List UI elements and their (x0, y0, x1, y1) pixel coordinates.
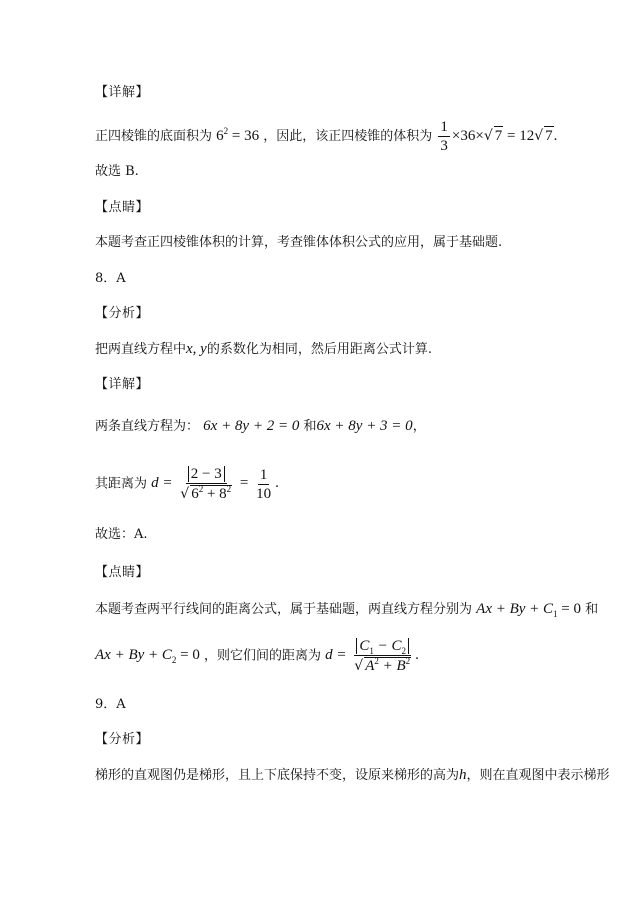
fraction-result: $\frac{1}{10}$ (256, 466, 272, 502)
answer-text: 故选：A. (95, 527, 148, 542)
section-heading-comment (95, 199, 149, 217)
text-segment: 两条直线方程为： (95, 419, 200, 434)
question-label: 8．A (95, 271, 126, 286)
math-equation-2: 6x + 8y + 3 = 0 (316, 418, 413, 434)
section-heading-detailed-2 (95, 376, 149, 394)
math-volume: $\frac{1}{3}$ ×36×√ 7 = 12√ 7. (440, 119, 558, 154)
math-line-1: $Ax + By + C_1 = 0$ (476, 601, 582, 619)
question-label: 9．A (95, 697, 126, 712)
text-segment: 和 (303, 419, 317, 434)
comment-formula-line (95, 638, 419, 674)
text-segment: 本题考查两平行线间的距离公式，属于基础题，两直线方程分别为 (95, 602, 473, 617)
text-segment: ，因此，该正四棱锥的体积为 (263, 128, 433, 144)
analysis-line (95, 340, 432, 359)
text-segment: 其距离为 (95, 476, 148, 492)
answer-text: 故选 B. (95, 164, 139, 179)
text-segment: 梯形的直观图仍是梯形，且上下底保持不变，设原来梯形的高为 (95, 768, 460, 783)
math-variables: x, y (186, 341, 207, 357)
math-equation-1: 6x + 8y + 2 = 0 (203, 418, 300, 434)
section-heading-analysis-2 (95, 731, 149, 749)
math-distance: d = $\frac{2 - 3}{√ 6^2 + 8^2}$ = $\frac{1}{10}$ . (151, 466, 279, 502)
fraction-distance: $\frac{2 - 3}{√ 6^2 + 8^2}$ (180, 466, 232, 502)
line-equations (95, 417, 426, 436)
section-heading-detailed (95, 84, 149, 102)
math-line-2: $Ax + By + C_2 = 0$ (95, 647, 200, 666)
section-heading-analysis (95, 305, 149, 323)
heading-text: 【点睛】 (95, 200, 150, 215)
heading-text: 【详解】 (95, 85, 150, 100)
question-number-8 (95, 270, 126, 288)
comment-text: 本题考查正四棱锥体积的计算，考查锥体体积公式的应用，属于基础题. (95, 235, 503, 250)
text-segment: 的系数化为相同，然后用距离公式计算. (206, 342, 432, 357)
distance-formula-line (95, 466, 279, 502)
text-segment: 把两直线方程中 (95, 342, 187, 357)
text-segment: ，则在直观图中表示梯形 (466, 768, 610, 783)
analysis-line-2 (95, 766, 610, 785)
heading-text: 【详解】 (95, 377, 150, 392)
heading-text: 【分析】 (95, 732, 150, 747)
math-general-distance: d = $\frac{C_1 - C_2}{√ A^2 + B^2}$ . (325, 638, 419, 674)
answer-line-a (95, 526, 148, 544)
section-heading-comment-2 (95, 564, 149, 582)
question-number-9 (95, 696, 126, 714)
heading-text: 【分析】 (95, 306, 150, 321)
text-segment: ，则它们间的距离为 (204, 648, 322, 664)
math-height: h (459, 767, 467, 783)
math-base-area: $6^2 = 36$ (216, 125, 260, 144)
fraction-general: $\frac{C_1 - C_2}{√ A^2 + B^2}$ (354, 638, 411, 674)
text-segment: ， (412, 419, 426, 434)
comment-line-2 (95, 600, 598, 619)
volume-calculation-line (95, 119, 557, 154)
text-segment: 正四棱锥的底面积为 (95, 128, 213, 144)
text-segment: 和 (585, 602, 599, 617)
answer-line-b (95, 163, 139, 181)
heading-text: 【点睛】 (95, 565, 150, 580)
fraction-one-third: $\frac{1}{3}$ (440, 119, 448, 154)
comment-line (95, 234, 502, 252)
